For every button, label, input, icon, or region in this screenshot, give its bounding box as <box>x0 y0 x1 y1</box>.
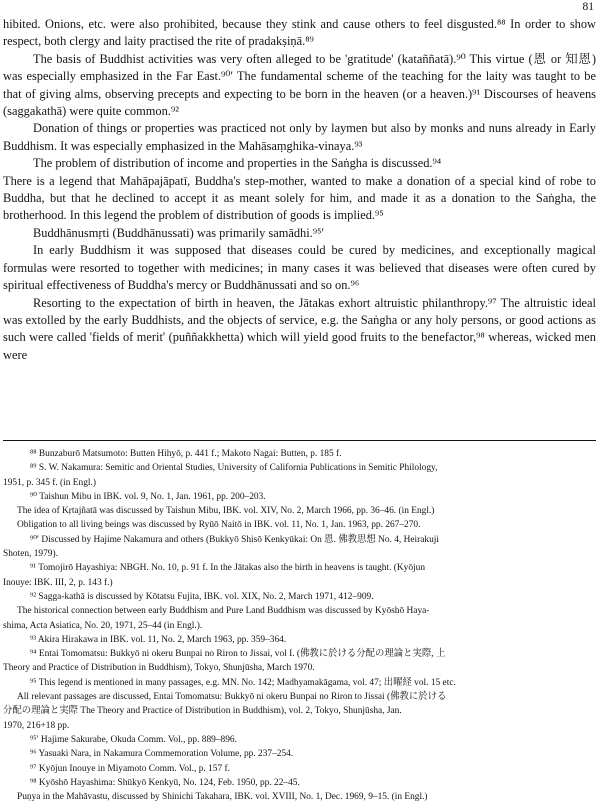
body-paragraph: There is a legend that Mahāpajāpatī, Buddha's step-mother, wanted to make a donation of a special kind of robe to Buddha, but that he declined to accept it as meant solely for him, and made it as a donation to the Saṅgha, the brotherhood. In this legend the problem of distribution of goods is implied.⁹⁵ <box>3 173 596 223</box>
footnote-line: ⁹¹ Tomojirō Hayashiya: NBGH. No. 10, p. 91 f. In the Jātakas also the birth in heavens is taught. (Kyōjun <box>30 563 426 574</box>
body-paragraph: The basis of Buddhist activities was very often alleged to be 'gratitude' (kataññatā).⁹⁰ This virtue (恩 or 知恩) was especially emphasized in the Far East.⁹⁰′ The fundamental scheme of the teaching for the laity was taught to be that of giving alms, observing precepts and expecting to be born in the heaven (or a heaven.)⁹¹ Discourses of heavens (saggakathā) were quite common.⁹² <box>3 51 596 119</box>
footnote-line: ⁸⁸ Bunzaburō Matsumoto: Butten Hihyō, p. 441 f.; Makoto Nagai: Butten, p. 185 f. <box>30 449 342 459</box>
footnote-line: The idea of Kṛtajñatā was discussed by Taishun Mibu, IBK. vol. XIV, No. 2, March 1966, pp. 36–46. (in Engl.) <box>17 506 435 517</box>
body-paragraph: Donation of things or properties was practiced not only by laymen but also by monks and nuns already in Early Buddhism. It was especially emphasized in the Mahāsaṃghika-vinaya.⁹³ <box>3 121 596 153</box>
footnote-line: ⁹⁰ Taishun Mibu in IBK. vol. 9, No. 1, Jan. 1961, pp. 200–203. <box>30 491 266 502</box>
footnote-line: ⁹³ Akira Hirakawa in IBK. vol. 11, No. 2, March 1963, pp. 359–364. <box>30 634 287 645</box>
footnote-line: 分配の理論と実際 The Theory and Practice of Distribution in Buddhism), vol. 2, Tokyo, Shunjūsha, Jan. <box>3 706 402 717</box>
footnote-line: ⁹⁷ Kyōjun Inouye in Miyamoto Comm. Vol., p. 157 f. <box>30 763 230 774</box>
footnote-line: Shoten, 1979). <box>3 549 58 560</box>
main-text <box>3 16 596 364</box>
footnote-line: ⁹⁵′ Hajime Sakurabe, Okuda Comm. Vol., pp. 889–896. <box>30 734 237 745</box>
footnote-line: ⁹⁸ Kyōshō Hayashima: Shūkyō Kenkyū, No. 124, Feb. 1950, pp. 22–45. <box>30 777 300 788</box>
footnote-line: shima, Acta Asiatica, No. 20, 1971, 25–44 (in Engl.). <box>3 620 203 631</box>
footnote-line: 1951, p. 345 f. (in Engl.) <box>3 477 96 488</box>
footnotes <box>3 447 596 804</box>
body-paragraph: hibited. Onions, etc. were also prohibited, because they stink and cause others to feel disgusted.⁸⁸ In order to show respect, both clergy and laity practised the rite of pradakṣiṇā.⁸⁹ <box>3 17 596 49</box>
footnote-line: The historical connection between early Buddhism and Pure Land Buddhism was discussed by Kyōshō Haya- <box>17 606 430 617</box>
footnote-line: ⁹⁴ Entai Tomomatsu: Bukkyō ni okeru Bunpai no Riron to Jissai, vol I. (佛教に於ける分配の理論と実際, 上 <box>30 649 446 660</box>
footnote-line: ⁸⁹ S. W. Nakamura: Semitic and Oriental Studies, University of California Publications in Semitic Philology, <box>30 463 438 474</box>
footnote-line: ⁹⁶ Yasuaki Nara, in Nakamura Commemoration Volume, pp. 237–254. <box>30 749 294 760</box>
body-paragraph: In early Buddhism it was supposed that diseases could be cured by medicines, and exceptionally magical formulas were resorted to together with medicines; in many cases it was believed that diseases were often cured by spiritual effectiveness of Buddha's mercy or Buddhānussati and so on.⁹⁶ <box>3 243 596 293</box>
body-paragraph: Resorting to the expectation of birth in heaven, the Jātakas exhort altruistic philanthropy.⁹⁷ The altruistic ideal was extolled by the early Buddhists, and the objects of service, e.g. the Saṅgha or any holy persons, or good actions as such were called 'fields of merit' (puññakkhetta) which will yield good fruits to the benefactor,⁹⁸ whereas, wicked men were <box>3 295 596 362</box>
footnote-line: All relevant passages are discussed, Entai Tomomatsu: Bukkyō ni okeru Bunpai no Riron to Jissai (佛教に於ける <box>17 692 447 703</box>
footnote-line: ⁹⁵ This legend is mentioned in many passages, e.g. MN. No. 142; Madhyamakāgama, vol. 47; 出曜経 vol. 15 etc. <box>30 677 456 688</box>
footnote-line: Puṇya in the Mahāvastu, discussed by Shinichi Takahara, IBK. vol. XVIII, No. 1, Dec. 1969, 9–15. (in Engl.) <box>17 792 428 803</box>
footnote-line: 1970, 216+18 pp. <box>3 720 70 731</box>
footnote-line: Obligation to all living beings was discussed by Ryūō Naitō in IBK. vol. 11, No. 1, Jan. 1963, pp. 267–270. <box>17 520 421 531</box>
footnote-line: ⁹² Sagga-kathā is discussed by Kōtatsu Fujita, IBK. vol. XIX, No. 2, March 1971, 412–909. <box>30 591 374 602</box>
page-number: 81 <box>582 1 594 13</box>
footnote-line: Theory and Practice of Distribution in Buddhism), Tokyo, Shunjūsha, March 1970. <box>3 663 315 674</box>
footnote-divider <box>3 440 596 441</box>
body-paragraph: Buddhānusmṛti (Buddhānussati) was primarily samādhi.⁹⁵′ <box>33 225 325 240</box>
body-paragraph: The problem of distribution of income and properties in the Saṅgha is discussed.⁹⁴ <box>33 156 442 171</box>
footnote-line: ⁹⁰′ Discussed by Hajime Nakamura and others (Bukkyō Shisō Kenkyūkai: On 恩. 佛教思想 No. 4, Heirakuji <box>30 534 440 545</box>
footnote-line: Inouye: IBK. III, 2, p. 143 f.) <box>3 577 113 588</box>
